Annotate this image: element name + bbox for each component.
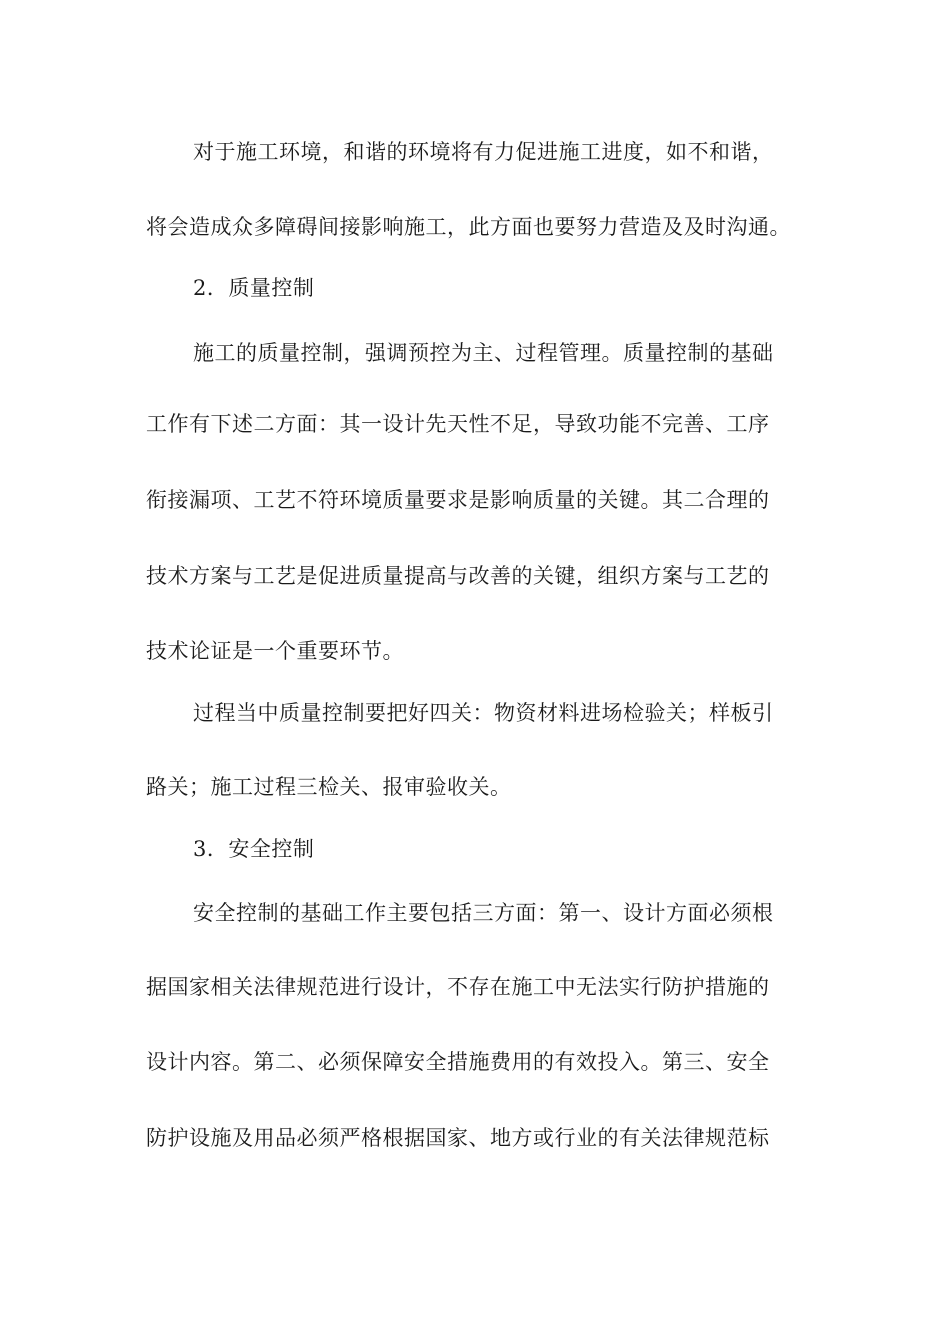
- paragraph-line: 设计内容。第二、必须保障安全措施费用的有效投入。第三、安全: [146, 1050, 770, 1074]
- section-heading: 3．安全控制: [193, 837, 315, 861]
- paragraph-line: 对于施工环境，和谐的环境将有力促进施工进度，如不和谐，: [193, 140, 774, 164]
- paragraph-line: 衔接漏项、工艺不符环境质量要求是影响质量的关键。其二合理的: [146, 488, 770, 512]
- paragraph-line: 过程当中质量控制要把好四关：物资材料进场检验关；样板引: [193, 701, 774, 725]
- section-heading: 2．质量控制: [193, 276, 315, 300]
- paragraph-line: 据国家相关法律规范进行设计，不存在施工中无法实行防护措施的: [146, 975, 770, 999]
- paragraph-line: 技术论证是一个重要环节。: [146, 639, 404, 663]
- paragraph-line: 技术方案与工艺是促进质量提高与改善的关键，组织方案与工艺的: [146, 564, 770, 588]
- paragraph-line: 工作有下述二方面：其一设计先天性不足，导致功能不完善、工序: [146, 412, 770, 436]
- paragraph-line: 安全控制的基础工作主要包括三方面：第一、设计方面必须根: [193, 901, 774, 925]
- paragraph-line: 路关；施工过程三检关、报审验收关。: [146, 775, 512, 799]
- paragraph-line: 施工的质量控制，强调预控为主、过程管理。质量控制的基础: [193, 341, 774, 365]
- paragraph-line: 将会造成众多障碍间接影响施工，此方面也要努力营造及及时沟通。: [146, 215, 791, 239]
- paragraph-line: 防护设施及用品必须严格根据国家、地方或行业的有关法律规范标: [146, 1126, 770, 1150]
